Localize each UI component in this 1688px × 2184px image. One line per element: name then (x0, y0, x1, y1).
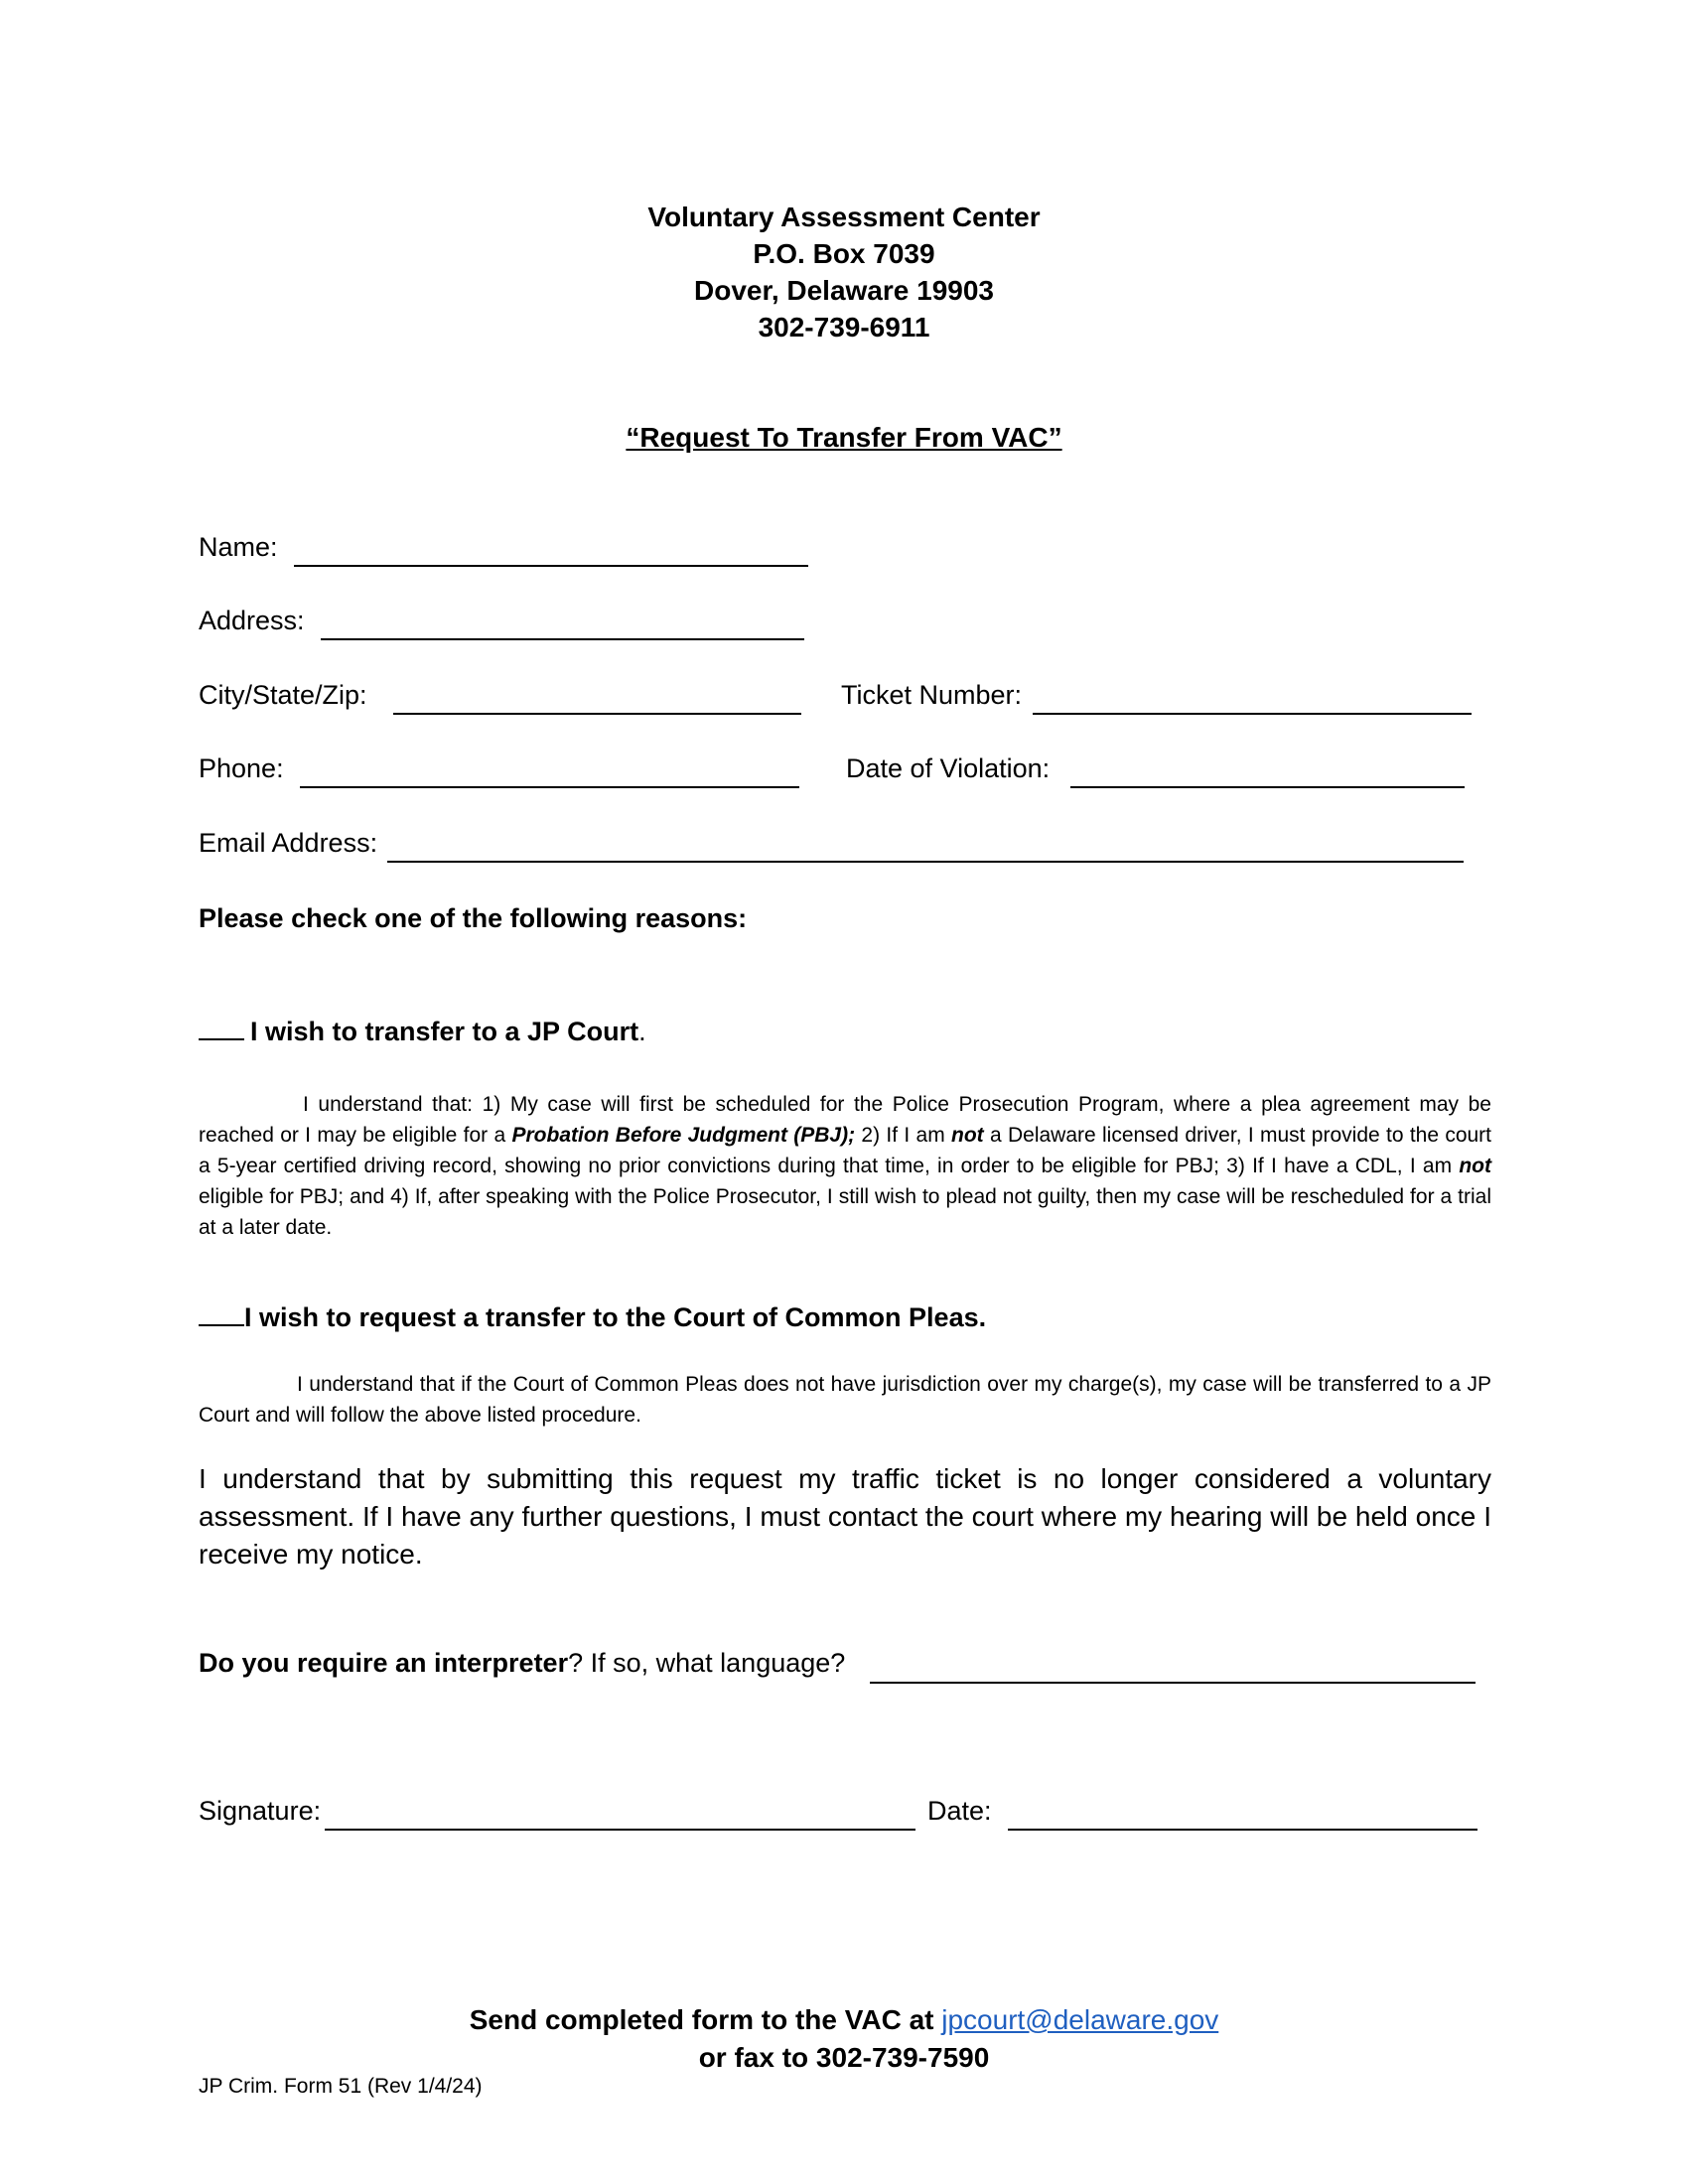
org-phone: 302-739-6911 (758, 312, 930, 342)
send-instructions: Send completed form to the VAC at jpcourt@delaware.gov (469, 2004, 1219, 2035)
org-name: Voluntary Assessment Center (647, 202, 1041, 232)
option-jp-court-description: I understand that: 1) My case will first be scheduled for the Police Prosecution Program, where a plea agreement may be reached or I may be eligible for a Probation Before Judgment (PBJ); 2) If I am not a Delaware licensed driver, I must provide to the court a 5-year certified driving record, showing no prior convictions during that time, in order to be eligible for PBJ; 3) If I have a CDL, I am not eligible for PBJ; and 4) If, after speaking with the Police Prosecutor, I still wish to plead not guilty, then my case will be rescheduled for a trial at a later date. (199, 1093, 1492, 1239)
address-label: Address: (199, 606, 305, 635)
phone-field[interactable] (300, 786, 799, 788)
acknowledgement-text: I understand that by submitting this request my traffic ticket is no longer considered a voluntary assessment. If I have any further questions, I must contact the court where my hearing will be held once I receive my notice. (199, 1463, 1491, 1570)
option-common-pleas-description: I understand that if the Court of Common Pleas does not have jurisdiction over my charge(s), my case will be transferred to a JP Court and will follow the above listed procedure. (199, 1373, 1491, 1427)
fax-instructions: or fax to 302-739-7590 (698, 2042, 990, 2073)
po-box: P.O. Box 7039 (753, 238, 935, 269)
form-title: “Request To Transfer From VAC” (626, 422, 1062, 453)
ticket-label: Ticket Number: (841, 680, 1023, 710)
signature-field[interactable] (325, 1829, 915, 1831)
option-common-pleas[interactable]: I wish to request a transfer to the Court of Common Pleas. (199, 1302, 986, 1333)
signature-label: Signature: (199, 1796, 322, 1826)
email-label: Email Address: (199, 828, 378, 858)
signature-date-field[interactable] (1008, 1829, 1477, 1831)
option-jp-court[interactable]: I wish to transfer to a JP Court. (199, 1017, 646, 1047)
option-jp-court-label: I wish to transfer to a JP Court (250, 1017, 639, 1046)
city-address: Dover, Delaware 19903 (694, 275, 994, 306)
name-label: Name: (199, 532, 278, 562)
city-label: City/State/Zip: (199, 680, 367, 710)
check-prompt: Please check one of the following reasons: (199, 903, 748, 933)
email-field[interactable] (387, 861, 1464, 863)
option-common-pleas-checkbox[interactable] (199, 1302, 244, 1326)
city-field[interactable] (393, 713, 801, 715)
option-jp-court-checkbox[interactable] (199, 1017, 244, 1040)
interpreter-question: Do you require an interpreter? If so, what language? (199, 1648, 846, 1678)
violation-date-label: Date of Violation: (846, 753, 1051, 783)
form-number: JP Crim. Form 51 (Rev 1/4/24) (199, 2075, 483, 2098)
phone-label: Phone: (199, 753, 284, 783)
interpreter-language-field[interactable] (870, 1682, 1476, 1684)
signature-date-label: Date: (927, 1796, 992, 1826)
address-field[interactable] (321, 638, 804, 640)
letterhead (0, 199, 1688, 345)
email-link[interactable]: jpcourt@delaware.gov (941, 2004, 1219, 2035)
violation-date-field[interactable] (1070, 786, 1465, 788)
name-field[interactable] (294, 565, 808, 567)
option-common-pleas-label: I wish to request a transfer to the Court of Common Pleas (244, 1302, 979, 1332)
ticket-field[interactable] (1033, 713, 1472, 715)
